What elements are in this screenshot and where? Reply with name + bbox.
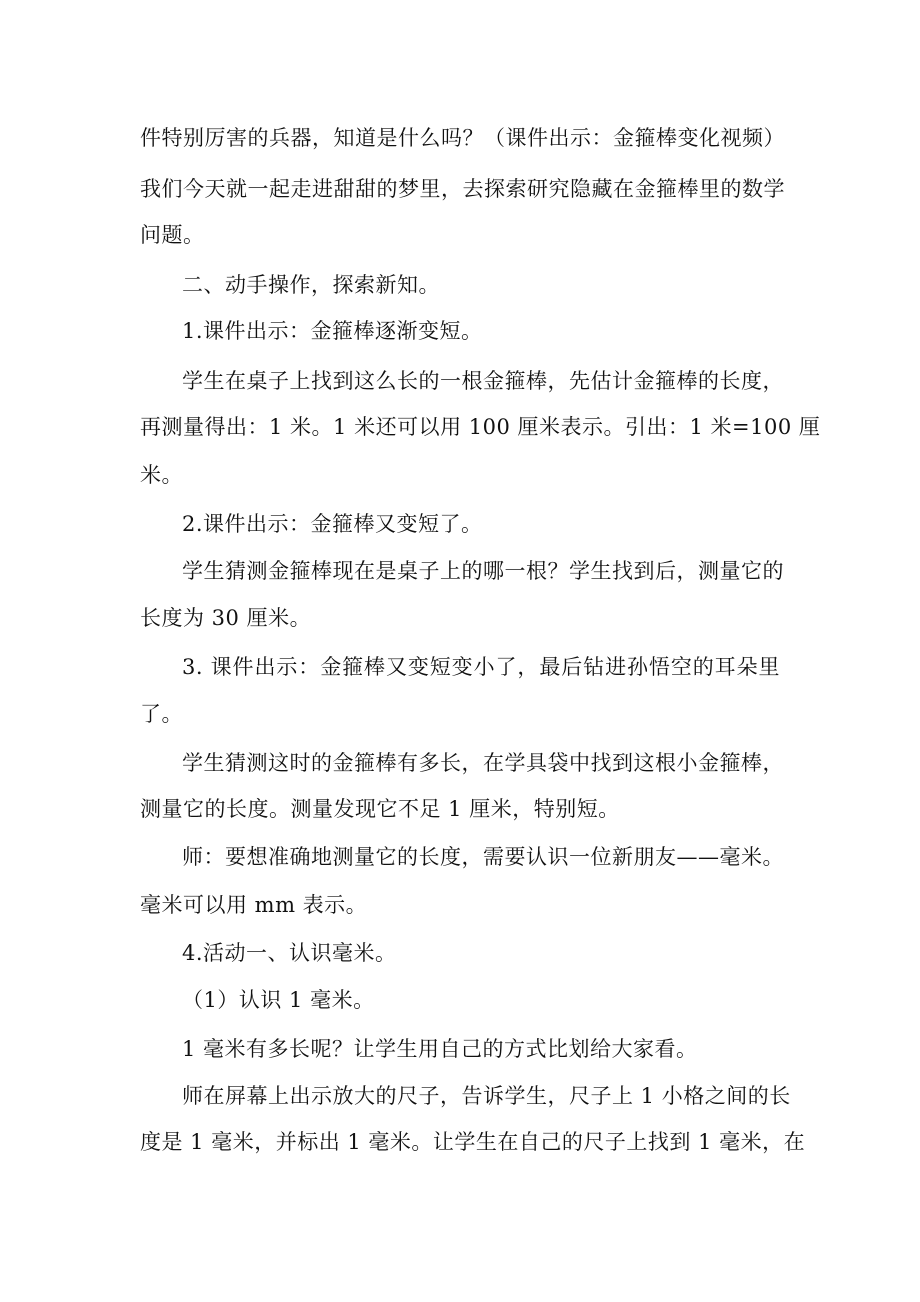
step-heading: 2.课件出示：金箍棒又变短了。: [182, 512, 483, 536]
paragraph-line: 学生猜测金箍棒现在是桌子上的哪一根？学生找到后，测量它的: [182, 559, 784, 583]
paragraph-line: 师：要想准确地测量它的长度，需要认识一位新朋友——毫米。: [182, 845, 784, 869]
paragraph-line: 学生猜测这时的金箍棒有多长，在学具袋中找到这根小金箍棒，: [182, 751, 784, 775]
step-heading: 4.活动一、认识毫米。: [182, 941, 397, 965]
step-heading: 1.课件出示：金箍棒逐渐变短。: [182, 319, 483, 343]
paragraph-line: 问题。: [140, 223, 205, 247]
step-heading: 3. 课件出示：金箍棒又变短变小了，最后钻进孙悟空的耳朵里: [182, 655, 780, 679]
paragraph-line: 再测量得出：1 米。1 米还可以用 100 厘米表示。引出：1 米=100 厘: [140, 415, 821, 439]
paragraph-line: 米。: [140, 463, 183, 487]
paragraph-line: 长度为 30 厘米。: [140, 606, 312, 630]
paragraph-line: 毫米可以用 mm 表示。: [140, 893, 368, 917]
sub-heading: （1）认识 1 毫米。: [182, 988, 375, 1012]
paragraph-line: 学生在桌子上找到这么长的一根金箍棒，先估计金箍棒的长度，: [182, 369, 784, 393]
paragraph-line: 了。: [140, 702, 183, 726]
paragraph-line: 度是 1 毫米，并标出 1 毫米。让学生在自己的尺子上找到 1 毫米，在: [140, 1130, 806, 1154]
paragraph-line: 1 毫米有多长呢？让学生用自己的方式比划给大家看。: [182, 1037, 698, 1061]
paragraph-line: 测量它的长度。测量发现它不足 1 厘米，特别短。: [140, 797, 620, 821]
section-heading: 二、动手操作，探索新知。: [182, 273, 440, 297]
paragraph-line: 我们今天就一起走进甜甜的梦里，去探索研究隐藏在金箍棒里的数学: [140, 177, 785, 201]
paragraph-line: 师在屏幕上出示放大的尺子，告诉学生，尺子上 1 小格之间的长: [182, 1084, 791, 1108]
paragraph-line: 件特别厉害的兵器，知道是什么吗？（课件出示：金箍棒变化视频）: [140, 126, 785, 150]
